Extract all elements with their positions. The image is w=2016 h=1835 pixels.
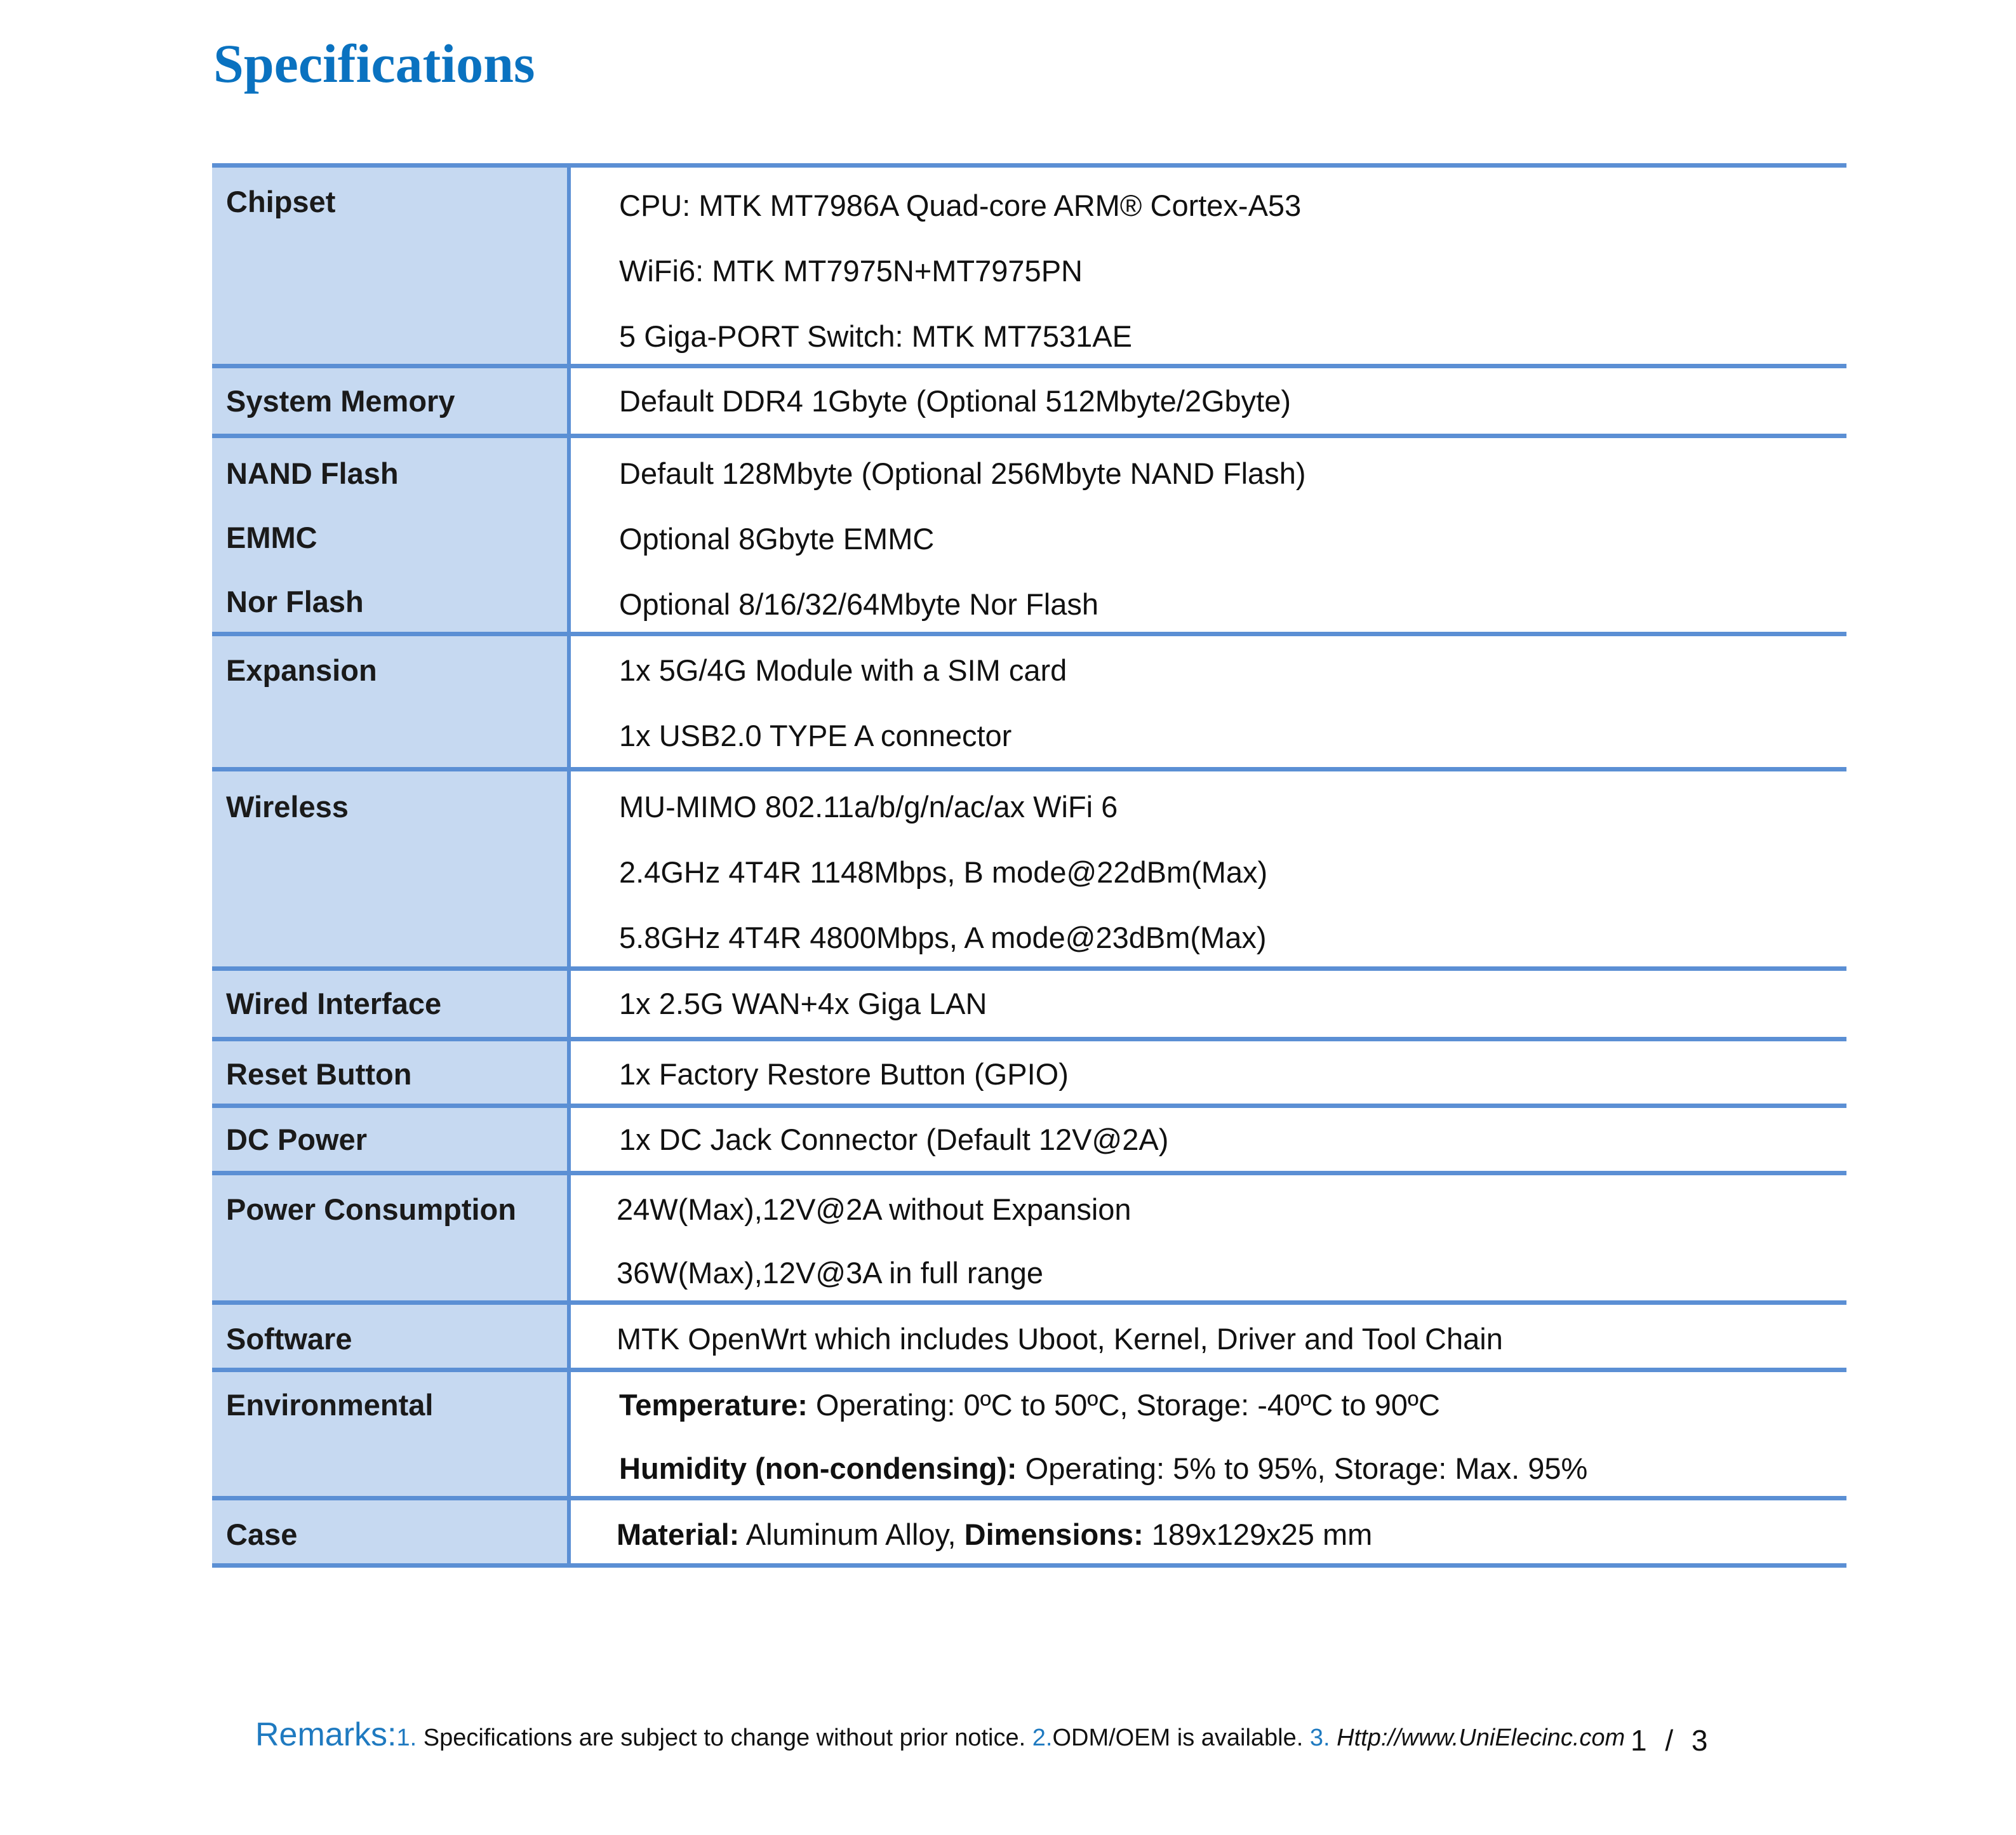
spec-label-cell [212,438,571,632]
spec-label-cell [212,971,571,1037]
spec-label-cell [212,368,571,434]
spec-value: 36W(Max),12V@3A in full range [617,1256,1044,1290]
temperature-label: Temperature: [619,1388,808,1422]
spec-value: Default DDR4 1Gbyte (Optional 512Mbyte/2Gbyte) [619,384,1292,418]
humidity-value: Operating: 5% to 95%, Storage: Max. 95% [1017,1451,1588,1485]
spec-label: NAND Flash [226,457,399,490]
spec-label-cell [212,636,571,767]
spec-value-cell [571,368,1846,434]
spec-row-flash [212,434,1846,632]
spec-table [212,163,1846,1568]
spec-value: 24W(Max),12V@2A without Expansion [617,1192,1131,1226]
website-link[interactable]: Http://www.UniElecinc.com [1330,1725,1625,1751]
spec-label: EMMC [226,521,317,554]
spec-value: 1x USB2.0 TYPE A connector [619,719,1012,752]
spec-row-software [212,1300,1846,1368]
remark-number-3: 3. [1309,1725,1330,1751]
temperature-value: Operating: 0ºC to 50ºC, Storage: -40ºC to 90ºC [807,1388,1440,1422]
remark-number-1: 1. [396,1725,417,1751]
spec-value: Default 128Mbyte (Optional 256Mbyte NAND Flash) [619,457,1306,490]
spec-row-wired-interface [212,966,1846,1037]
spec-row-environmental [212,1368,1846,1496]
spec-value: 5 Giga-PORT Switch: MTK MT7531AE [619,319,1132,353]
spec-value: WiFi6: MTK MT7975N+MT7975PN [619,254,1083,288]
spec-label-cell [212,1305,571,1368]
spec-value: Optional 8Gbyte EMMC [619,522,935,556]
spec-label-cell [212,1372,571,1496]
dimensions-value: 189x129x25 mm [1143,1518,1373,1551]
material-value: Aluminum Alloy, [739,1518,965,1551]
spec-label: DC Power [226,1123,367,1156]
spec-row-reset-button [212,1037,1846,1104]
spec-label-cell [212,1500,571,1563]
spec-row-wireless [212,767,1846,966]
spec-value-cell [571,1175,1846,1300]
spec-value-cell [571,1372,1846,1496]
remarks-label: Remarks: [255,1716,397,1753]
spec-label: System Memory [226,384,455,418]
spec-value: 1x 5G/4G Module with a SIM card [619,653,1067,687]
spec-label: Expansion [226,653,377,687]
spec-label: Wired Interface [226,987,442,1020]
spec-row-dc-power [212,1104,1846,1171]
spec-value-cell [571,438,1846,632]
spec-value-cell [571,1500,1846,1563]
remark-text-1: Specifications are subject to change without prior notice. [417,1725,1032,1751]
spec-label: Environmental [226,1388,434,1422]
spec-label-cell [212,1108,571,1171]
spec-label: Power Consumption [226,1192,516,1226]
spec-value: MU-MIMO 802.11a/b/g/n/ac/ax WiFi 6 [619,790,1118,824]
spec-row-expansion [212,632,1846,767]
spec-value: 2.4GHz 4T4R 1148Mbps, B mode@22dBm(Max) [619,855,1268,889]
case-line [617,1517,1846,1552]
spec-label: Nor Flash [226,585,364,618]
spec-value-cell [571,1305,1846,1368]
humidity-line [619,1451,1846,1486]
spec-value-cell [571,1041,1846,1104]
temperature-line [619,1387,1846,1451]
spec-label: Wireless [226,790,349,824]
spec-value: 1x 2.5G WAN+4x Giga LAN [619,987,987,1020]
spec-label: Chipset [226,185,336,218]
spec-value: Optional 8/16/32/64Mbyte Nor Flash [619,587,1099,621]
humidity-label: Humidity (non-condensing): [619,1451,1017,1485]
spec-value: 5.8GHz 4T4R 4800Mbps, A mode@23dBm(Max) [619,921,1267,954]
spec-value: 1x Factory Restore Button (GPIO) [619,1057,1069,1091]
spec-label-cell [212,771,571,966]
spec-value: CPU: MTK MT7986A Quad-core ARM® Cortex-A53 [619,189,1302,222]
spec-label-cell [212,1175,571,1300]
page-title: Specifications [213,33,535,94]
spec-value-cell [571,636,1846,767]
spec-label: Reset Button [226,1057,412,1091]
spec-label-cell [212,168,571,364]
spec-label: Case [226,1518,298,1551]
page-number: 1 / 3 [1631,1724,1713,1757]
remark-text-2: ODM/OEM is available. [1052,1725,1310,1751]
spec-value: 1x DC Jack Connector (Default 12V@2A) [619,1123,1169,1156]
spec-value-cell [571,971,1846,1037]
spec-row-system-memory [212,364,1846,434]
spec-row-case [212,1496,1846,1568]
spec-label-cell [212,1041,571,1104]
spec-row-chipset [212,163,1846,364]
spec-value: MTK OpenWrt which includes Uboot, Kernel, Driver and Tool Chain [617,1322,1503,1356]
remark-number-2: 2. [1032,1725,1053,1751]
dimensions-label: Dimensions: [964,1518,1144,1551]
spec-row-power-consumption [212,1171,1846,1300]
spec-value-cell [571,771,1846,966]
material-label: Material: [617,1518,740,1551]
remarks-footer [255,1716,1625,1754]
spec-label: Software [226,1322,352,1356]
spec-value-cell [571,168,1846,364]
spec-value-cell [571,1108,1846,1171]
